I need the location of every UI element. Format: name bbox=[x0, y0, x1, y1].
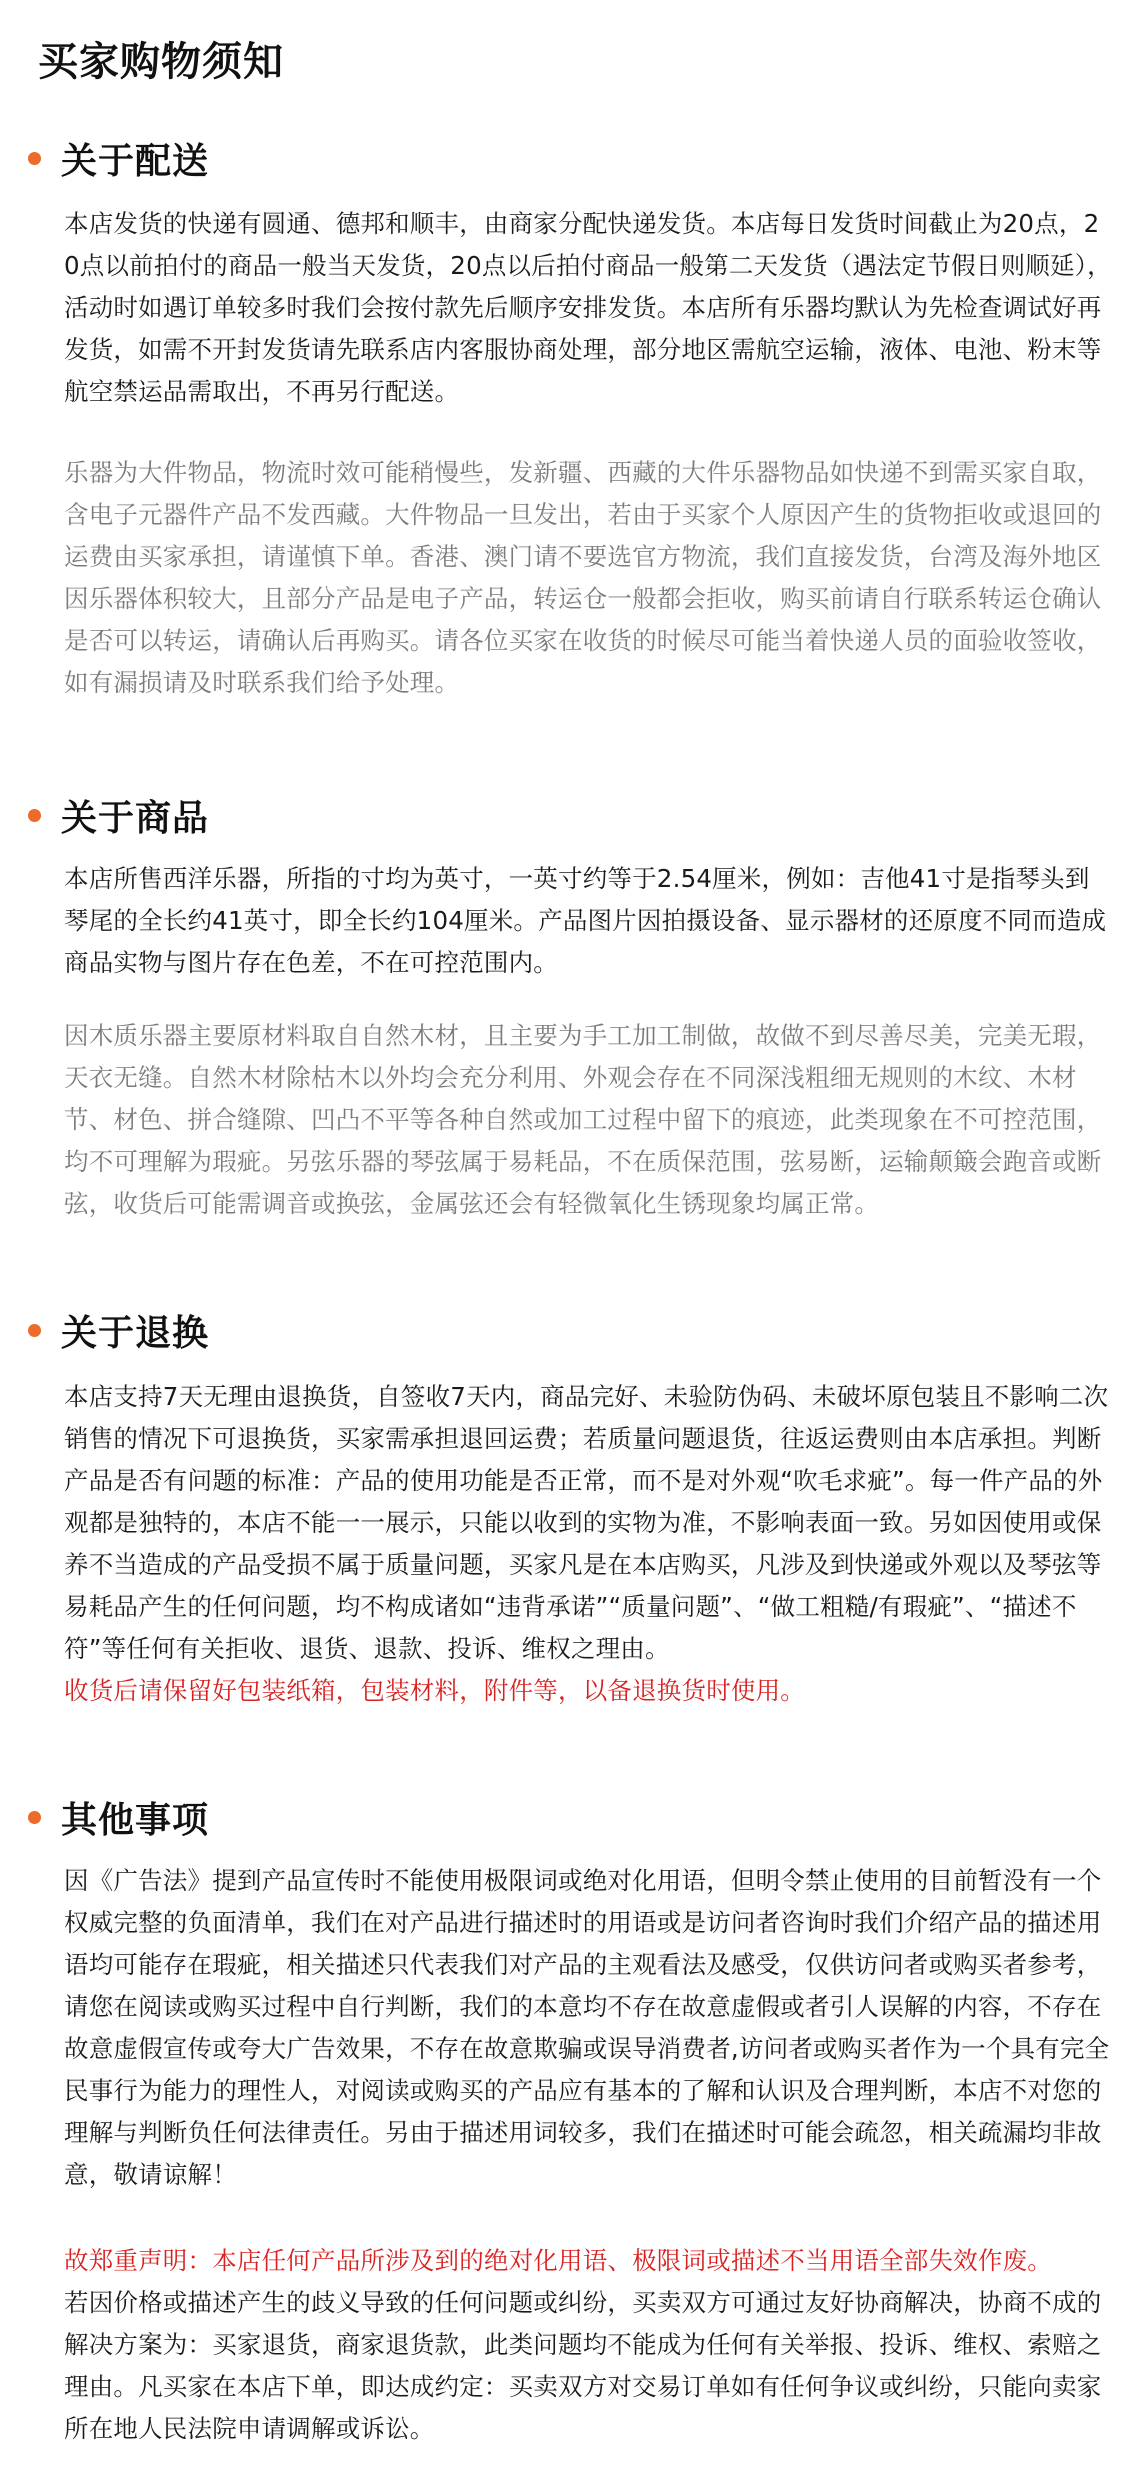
section-returns-header bbox=[28, 1300, 209, 1360]
section-title-returns: 关于退换 bbox=[61, 1312, 210, 1354]
bullet-dot-icon bbox=[28, 1324, 41, 1337]
returns-paragraph-main: 本店支持7天无理由退换货，自签收7天内，商品完好、未验防伪码、未破坏原包装且不影响二次销售的情况下可退换货，买家需承担退回运费；若质量问题退货，往返运费则由本店承担。判断产品是否有问题的标准：产品的使用功能是否正常，而不是对外观“吹毛求疵”。每一件产品的外观都是独特的，本店不能一一展示，只能以收到的实物为准，不影响表面一致。另如因使用或保养不当造成的产品受损不属于质量问题，买家凡是在本店购买，凡涉及到快递或外观以及琴弦等易耗品产生的任何问题，均不构成诸如“违背承诺”“质量问题”、“做工粗糙/有瑕疵”、“描述不符”等任何有关拒收、退货、退款、投诉、维权之理由。 bbox=[64, 1382, 1109, 1663]
section-title-delivery: 关于配送 bbox=[61, 140, 210, 182]
products-paragraph-note: 因木质乐器主要原材料取自自然木材，且主要为手工加工制做，故做不到尽善尽美，完美无瑕，天衣无缝。自然木材除枯木以外均会充分利用、外观会存在不同深浅粗细无规则的木纹、木材节、材色、拼合缝隙、凹凸不平等各种自然或加工过程中留下的痕迹，此类现象在不可控范围，均不可理解为瑕疵。另弦乐器的琴弦属于易耗品，不在质保范围，弦易断，运输颠簸会跑音或断弦，收货后可能需调音或换弦，金属弦还会有轻微氧化生锈现象均属正常。 bbox=[64, 1021, 1102, 1218]
section-delivery-header bbox=[28, 128, 209, 188]
section-title-products: 关于商品 bbox=[61, 797, 210, 839]
bullet-dot-icon bbox=[28, 152, 41, 165]
section-other-header bbox=[28, 1787, 209, 1847]
bullet-dot-icon bbox=[28, 1811, 41, 1824]
page-title: 买家购物须知 bbox=[38, 39, 284, 85]
delivery-paragraph-main: 本店发货的快递有圆通、德邦和顺丰，由商家分配快递发货。本店每日发货时间截止为20点，20点以前拍付的商品一般当天发货，20点以后拍付商品一般第二天发货（遇法定节假日则顺延），活动时如遇订单较多时我们会按付款先后顺序安排发货。本店所有乐器均默认为先检查调试好再发货，如需不开封发货请先联系店内客服协商处理，部分地区需航空运输，液体、电池、粉末等航空禁运品需取出，不再另行配送。 bbox=[64, 209, 1112, 406]
other-legal-notice: 故郑重声明：本店任何产品所涉及到的绝对化用语、极限词或描述不当用语全部失效作废。 bbox=[64, 2246, 1052, 2275]
bullet-dot-icon bbox=[28, 809, 41, 822]
products-paragraph-main: 本店所售西洋乐器，所指的寸均为英寸，一英寸约等于2.54厘米，例如：吉他41寸是指琴头到琴尾的全长约41英寸，即全长约104厘米。产品图片因拍摄设备、显示器材的还原度不同而造成商品实物与图片存在色差，不在可控范围内。 bbox=[64, 864, 1107, 977]
other-paragraph-main: 因《广告法》提到产品宣传时不能使用极限词或绝对化用语，但明令禁止使用的目前暂没有一个权威完整的负面清单，我们在对产品进行描述时的用语或是访问者咨询时我们介绍产品的描述用语均可能存在瑕疵，相关描述只代表我们对产品的主观看法及感受，仅供访问者或购买者参考，请您在阅读或购买过程中自行判断，我们的本意均不存在故意虚假或者引人误解的内容，不存在故意虚假宣传或夸大广告效果，不存在故意欺骗或误导消费者,访问者或购买者作为一个具有完全民事行为能力的理性人，对阅读或购买的产品应有基本的了解和认识及合理判断，本店不对您的理解与判断负任何法律责任。另由于描述用词较多，我们在描述时可能会疏忽，相关疏漏均非故意，敬请谅解！ bbox=[64, 1866, 1110, 2189]
other-paragraph-dispute: 若因价格或描述产生的歧义导致的任何问题或纠纷，买卖双方可通过友好协商解决，协商不成的解决方案为：买家退货，商家退货款，此类问题均不能成为任何有关举报、投诉、维权、索赔之理由。凡买家在本店下单，即达成约定：买卖双方对交易订单如有任何争议或纠纷，只能向卖家所在地人民法院申请调解或诉讼。 bbox=[64, 2288, 1102, 2443]
section-products-header bbox=[28, 785, 209, 845]
delivery-paragraph-note: 乐器为大件物品，物流时效可能稍慢些，发新疆、西藏的大件乐器物品如快递不到需买家自取，含电子元器件产品不发西藏。大件物品一旦发出，若由于买家个人原因产生的货物拒收或退回的运费由买家承担，请谨慎下单。香港、澳门请不要选官方物流，我们直接发货，台湾及海外地区因乐器体积较大，且部分产品是电子产品，转运仓一般都会拒收，购买前请自行联系转运仓确认是否可以转运，请确认后再购买。请各位买家在收货的时候尽可能当着快递人员的面验收签收，如有漏损请及时联系我们给予处理。 bbox=[64, 458, 1102, 697]
returns-notice: 收货后请保留好包装纸箱，包装材料，附件等，以备退换货时使用。 bbox=[64, 1676, 805, 1705]
section-title-other: 其他事项 bbox=[61, 1799, 210, 1841]
